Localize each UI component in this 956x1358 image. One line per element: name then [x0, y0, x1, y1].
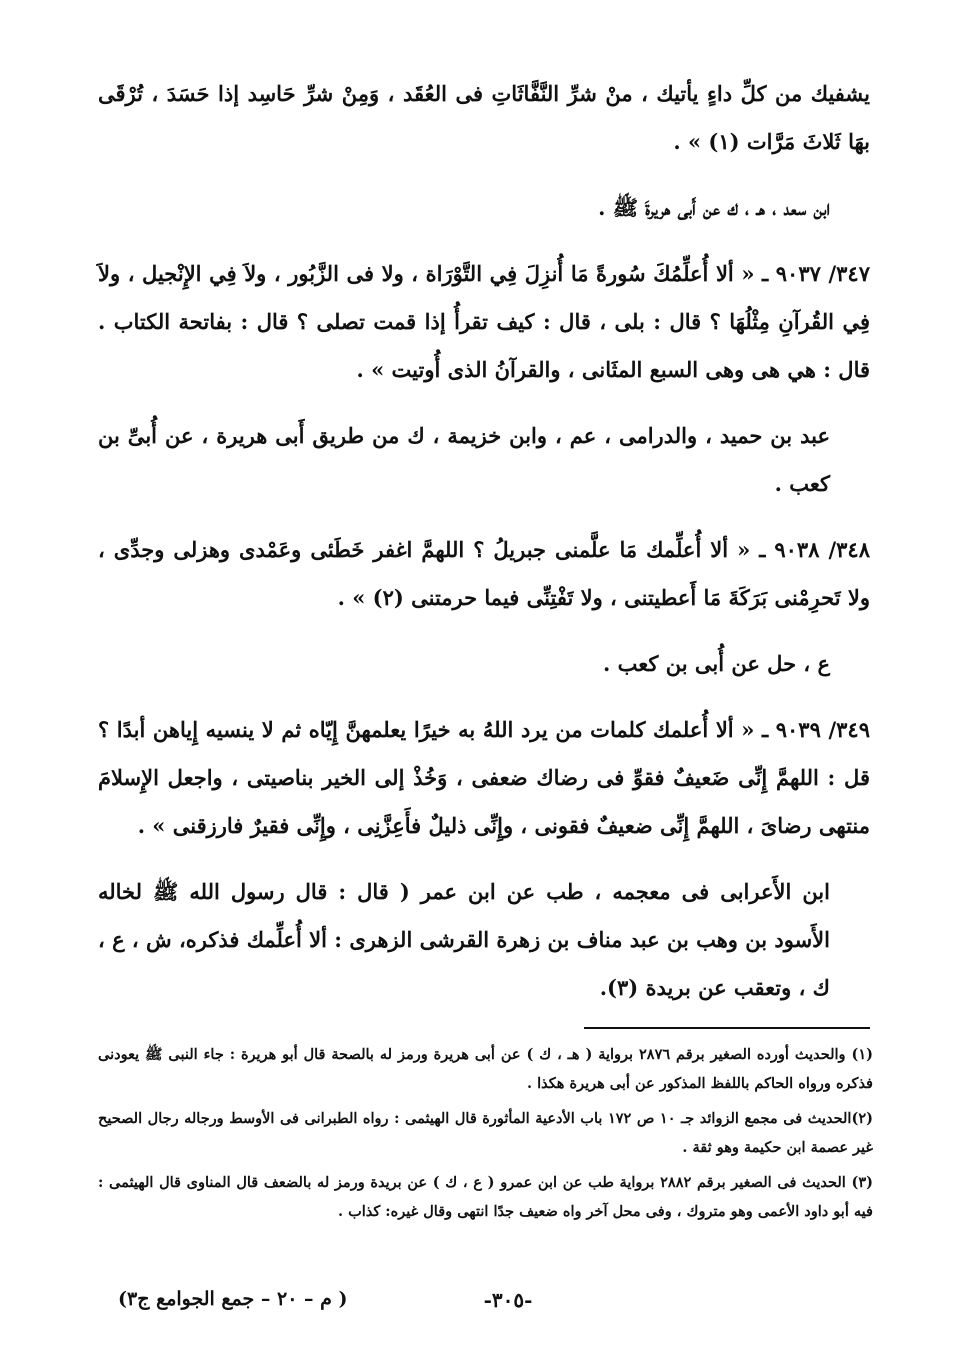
page-number: -٣٠٥- — [483, 1288, 533, 1312]
main-text-body — [98, 70, 870, 1030]
paragraph-source-citation: عبد بن حميد ، والدرامى ، عم ، وابن خزيمة ، ك من طريق أَبى هريرة ، عن أُبىِّ بن كعب . — [98, 423, 830, 496]
footnotes-section — [98, 1040, 873, 1232]
paragraph-source-citation: ع ، حل عن أُبى بن كعب . — [603, 651, 830, 676]
paragraph-source-citation: ابن سعد ، هـ ، ك عن أَبى هريرةَ ﷺ . — [598, 195, 830, 220]
footnote-2: (٢)الحديث فى مجمع الزوائد جـ ١٠ ص ١٧٢ باب الأدعية المأثورة قال الهيثمى : رواه الطبرانى فى الأوسط ورجاله رجال الصحيح غير عصمة ابن حكيمة وهو ثقة . — [98, 1110, 873, 1156]
footnote-3: (٣) الحديث فى الصغير برقم ٢٨٨٢ برواية طب عن ابن عمرو ( ع ، ك ) عن بريدة ورمز له بالضعف قال المناوى قال الهيثمى : فيه أبو داود الأعمى وهو متروك ، وفى محل آخر واه ضعيف جدًا انتهى وقال غيره: كذاب . — [98, 1174, 874, 1220]
paragraph-source-citation: ابن الأَعرابى فى معجمه ، طب عن ابن عمر ( قال : قال رسول الله ﷺ لخاله الأَسود بن وهب بن عبد مناف بن زهرة القرشى الزهرى : ألا أُعلِّمك فذكره، ش ، ع ، ك ، وتعقب عن بريدة (٣). — [98, 879, 830, 1000]
paragraph-hadith-continuation: يشفيك من كلِّ داءٍ يأتيك ، منْ شرِّ النَّفَّاثَاتِ فى العُقَد ، وَمِنْ شرِّ حَاسِد إذا حَسَدَ ، تُرْقَى بهَا ثَلاثَ مَرَّات (١) » . — [98, 81, 870, 154]
footnote-1: (١) والحديث أورده الصغير برقم ٢٨٧٦ برواية ( هـ ، ك ) عن أبى هريرة ورمز له بالصحة قال أبو هريرة : جاء النبى ﷺ يعودنى فذكره ورواه الحاكم باللفظ المذكور عن أبى هريرة هكذا . — [98, 1046, 873, 1092]
printer-signature: ( م – ٢٠ – جمع الجوامع ج٣) — [118, 1288, 348, 1310]
footnote-divider — [584, 1027, 870, 1029]
paragraph-hadith-9037: ٣٤٧/ ٩٠٣٧ ـ « ألا أُعلِّمُكَ سُورةً مَا أُنزِلَ فِي التَّوْرَاة ، ولا فى الزَّبُور ، ولاَ فِي الإِنْجيل ، ولاَ فِي القُرآنِ مِثْلُهَا ؟ قال : بلى ، قال : كيف تقرأُ إذا قمت تصلى ؟ قال : بفاتحة الكتاب . قال : هي هى وهى السبع المثَانى ، والقرآنُ الذى أُوتيت » . — [98, 261, 870, 382]
paragraph-hadith-9038: ٣٤٨/ ٩٠٣٨ ـ « ألا أُعلِّمك مَا علَّمنى جبريلُ ؟ اللهمَّ اغفر خَطَئى وعَمْدى وهزلى وجدِّى ، ولا تَحرِمْنى بَرَكَةَ مَا أَعطيتنى ، ولا تَفْتِنِّى فيما حرمتنى (٢) » . — [98, 537, 870, 610]
page-footer — [98, 1288, 873, 1328]
paragraph-hadith-9039: ٣٤٩/ ٩٠٣٩ ـ « ألا أُعلمك كلمات من يرد اللهُ به خيرًا يعلمهنَّ إِيّاه ثم لا ينسيه إِياهن أبدًا ؟ قل : اللهمَّ إِنِّى ضَعيفٌ فقوِّ فى رضاك ضعفى ، وَخُذْ إلى الخير بناصيتى ، واجعل الإِسلامَ منتهى رضاىَ ، اللهمَّ إِنِّى ضعيفٌ فقونى ، وإِنِّى ذليلٌ فأَعِزَّنِى ، وإِنِّى فقيرٌ فارزقنى » . — [98, 717, 870, 838]
